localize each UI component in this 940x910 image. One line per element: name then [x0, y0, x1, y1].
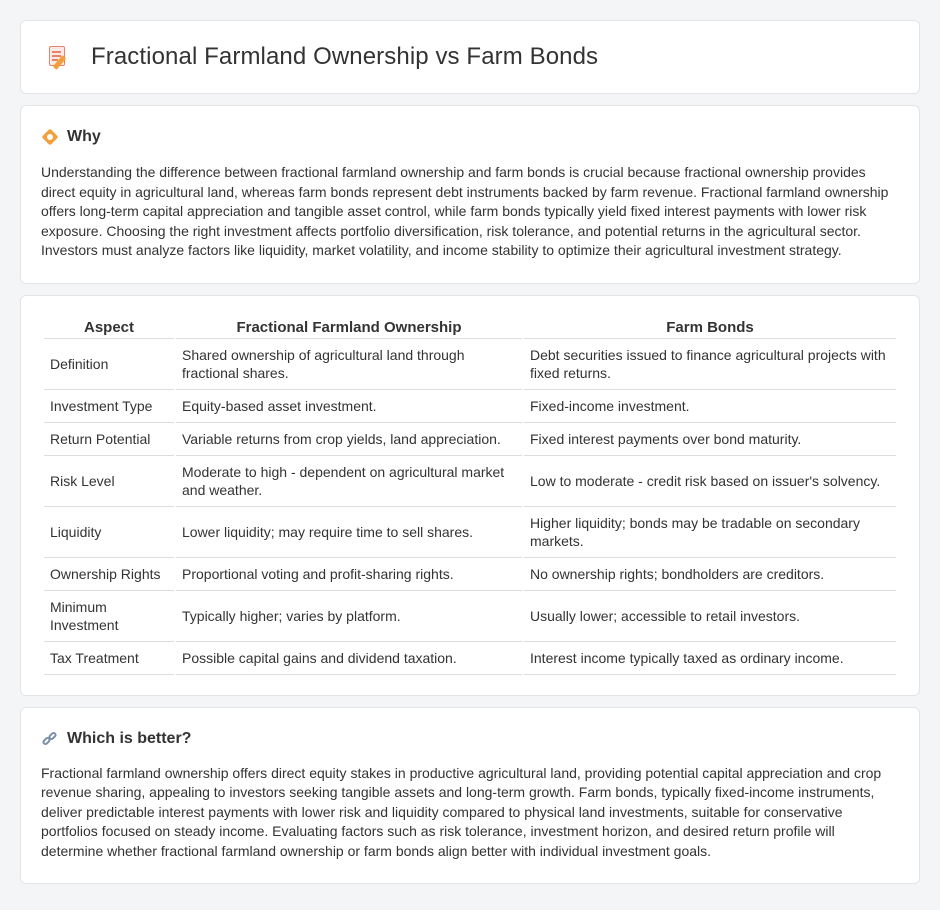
- link-icon: [41, 730, 59, 748]
- table-row: [44, 558, 896, 591]
- row-bonds: Fixed interest payments over bond maturity.: [524, 423, 896, 456]
- title-card: [20, 20, 920, 94]
- row-fractional: Lower liquidity; may require time to sell shares.: [176, 507, 522, 558]
- table-row: [44, 390, 896, 423]
- header-farm-bonds: Farm Bonds: [524, 316, 896, 339]
- row-fractional: Shared ownership of agricultural land through fractional shares.: [176, 339, 522, 390]
- row-bonds: Higher liquidity; bonds may be tradable on secondary markets.: [524, 507, 896, 558]
- row-aspect: Liquidity: [44, 507, 174, 558]
- row-aspect: Investment Type: [44, 390, 174, 423]
- table-row: [44, 456, 896, 507]
- row-bonds: Debt securities issued to finance agricultural projects with fixed returns.: [524, 339, 896, 390]
- table-header-row: [44, 316, 896, 339]
- which-better-section: [20, 707, 920, 885]
- page-title: Fractional Farmland Ownership vs Farm Bonds: [91, 43, 599, 70]
- comparison-table-card: [20, 295, 920, 696]
- header-fractional-farmland: Fractional Farmland Ownership: [176, 316, 522, 339]
- row-fractional: Possible capital gains and dividend taxation.: [176, 642, 522, 675]
- row-bonds: Low to moderate - credit risk based on issuer's solvency.: [524, 456, 896, 507]
- row-fractional: Equity-based asset investment.: [176, 390, 522, 423]
- table-row: [44, 591, 896, 642]
- row-bonds: Fixed-income investment.: [524, 390, 896, 423]
- comparison-table: [42, 316, 898, 675]
- row-aspect: Tax Treatment: [44, 642, 174, 675]
- row-aspect: Risk Level: [44, 456, 174, 507]
- table-row: [44, 339, 896, 390]
- row-bonds: No ownership rights; bondholders are creditors.: [524, 558, 896, 591]
- row-bonds: Interest income typically taxed as ordinary income.: [524, 642, 896, 675]
- table-row: [44, 642, 896, 675]
- row-aspect: Ownership Rights: [44, 558, 174, 591]
- why-section: [20, 105, 920, 284]
- diamond-icon: [41, 128, 59, 146]
- which-better-text: Fractional farmland ownership offers direct equity stakes in productive agricultural land, providing potential capital appreciation and crop revenue sharing, appealing to investors seeking tangible assets and long-term growth. Farm bonds, typically fixed-income instruments, deliver predictable interest payments with lower risk and liquidity compared to physical land investments, suitable for conservative portfolios focused on steady income. Evaluating factors such as risk tolerance, investment horizon, and desired return profile will determine whether fractional farmland ownership or farm bonds align better with individual investment goals.: [41, 764, 882, 859]
- row-fractional: Moderate to high - dependent on agricultural market and weather.: [176, 456, 522, 507]
- row-fractional: Proportional voting and profit-sharing rights.: [176, 558, 522, 591]
- row-fractional: Variable returns from crop yields, land appreciation.: [176, 423, 522, 456]
- row-fractional: Typically higher; varies by platform.: [176, 591, 522, 642]
- row-aspect: Definition: [44, 339, 174, 390]
- table-row: [44, 423, 896, 456]
- why-text: Understanding the difference between fractional farmland ownership and farm bonds is crucial because fractional ownership provides direct equity in agricultural land, whereas farm bonds represent debt instruments backed by farm revenue. Fractional farmland ownership offers long-term capital appreciation and tangible asset control, while farm bonds typically yield fixed interest payments with lower risk exposure. Choosing the right investment affects portfolio diversification, risk tolerance, and potential returns in the agricultural sector. Investors must analyze factors like liquidity, market volatility, and income stability to optimize their agricultural investment strategy.: [41, 164, 889, 258]
- which-better-heading: Which is better?: [67, 729, 192, 747]
- memo-icon: [47, 45, 71, 69]
- row-aspect: Minimum Investment: [44, 591, 174, 642]
- table-row: [44, 507, 896, 558]
- row-bonds: Usually lower; accessible to retail investors.: [524, 591, 896, 642]
- row-aspect: Return Potential: [44, 423, 174, 456]
- header-aspect: Aspect: [44, 316, 174, 339]
- why-heading: Why: [67, 128, 101, 145]
